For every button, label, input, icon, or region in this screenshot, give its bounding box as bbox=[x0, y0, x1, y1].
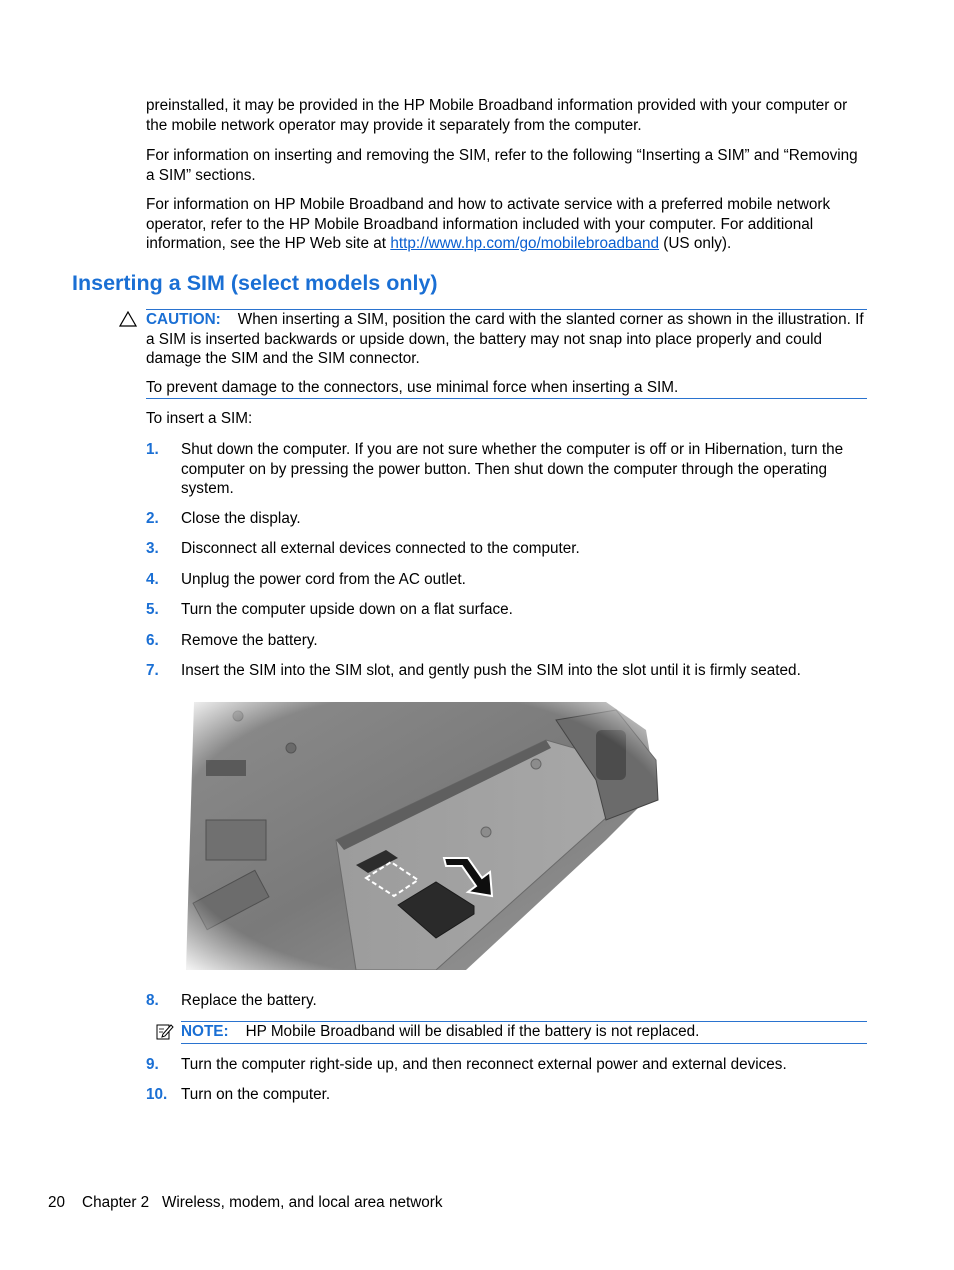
chapter-title: Chapter 2 Wireless, modem, and local area network bbox=[82, 1194, 443, 1211]
sim-insertion-illustration bbox=[186, 700, 662, 970]
step-text: Unplug the power cord from the AC outlet. bbox=[181, 571, 466, 588]
note-label: NOTE: bbox=[181, 1023, 229, 1040]
step-number: 10. bbox=[146, 1086, 168, 1103]
step-text: Turn on the computer. bbox=[181, 1086, 331, 1103]
intro-paragraph-2: For information on inserting and removing the SIM, refer to the following “Inserting a SIM” and “Removing a SIM” sections. bbox=[146, 147, 858, 184]
step-text: Replace the battery. bbox=[181, 992, 317, 1009]
step-number: 9. bbox=[146, 1056, 159, 1073]
step-text: Turn the computer right-side up, and then reconnect external power and external devices. bbox=[181, 1056, 787, 1073]
caution-label: CAUTION: bbox=[146, 311, 221, 328]
warning-triangle-icon bbox=[119, 311, 137, 327]
step-number: 7. bbox=[146, 662, 159, 679]
step-number: 1. bbox=[146, 441, 159, 458]
note-body: HP Mobile Broadband will be disabled if the battery is not replaced. bbox=[245, 1023, 700, 1040]
step-number: 8. bbox=[146, 992, 159, 1009]
step-number: 3. bbox=[146, 540, 159, 557]
hp-mobile-broadband-link[interactable]: http://www.hp.com/go/mobilebroadband bbox=[390, 235, 660, 252]
steps-lead: To insert a SIM: bbox=[146, 410, 253, 427]
caution-body: When inserting a SIM, position the card with the slanted corner as shown in the illustration. If a SIM is inserted backwards or upside down, the battery may not snap into place properly and could damage the SIM and the SIM connector. bbox=[146, 311, 864, 367]
intro-paragraph-3 bbox=[146, 195, 868, 254]
step-number: 4. bbox=[146, 571, 159, 588]
step-number: 5. bbox=[146, 601, 159, 618]
step-text: Close the display. bbox=[181, 510, 301, 527]
note-text bbox=[181, 1022, 867, 1042]
intro-paragraph-3-suffix: (US only). bbox=[659, 235, 732, 252]
step-number: 2. bbox=[146, 510, 159, 527]
page-number: 20 bbox=[48, 1194, 66, 1211]
caution-text-2: To prevent damage to the connectors, use minimal force when inserting a SIM. bbox=[146, 378, 867, 399]
step-text: Turn the computer upside down on a flat surface. bbox=[181, 601, 513, 618]
step-text: Insert the SIM into the SIM slot, and gently push the SIM into the slot until it is firmly seated. bbox=[181, 662, 801, 679]
step-text: Disconnect all external devices connected to the computer. bbox=[181, 540, 580, 557]
note-pencil-icon bbox=[156, 1023, 174, 1040]
intro-paragraph-1: preinstalled, it may be provided in the HP Mobile Broadband information provided with your computer or the mobile network operator may provide it separately from the computer. bbox=[146, 97, 848, 134]
intro-paragraph-3-text: For information on HP Mobile Broadband and how to activate service with a preferred mobile network operator, refer to the HP Mobile Broadband information included with your computer. For additional information, see the HP Web site at bbox=[146, 196, 831, 252]
page-footer bbox=[48, 1193, 443, 1213]
caution-text bbox=[146, 310, 868, 369]
step-number: 6. bbox=[146, 632, 159, 649]
step-text: Remove the battery. bbox=[181, 632, 318, 649]
step-text: Shut down the computer. If you are not sure whether the computer is off or in Hibernation, turn the computer on by pressing the power button. Then shut down the computer through the operating system. bbox=[181, 441, 844, 497]
section-heading: Inserting a SIM (select models only) bbox=[72, 271, 438, 295]
